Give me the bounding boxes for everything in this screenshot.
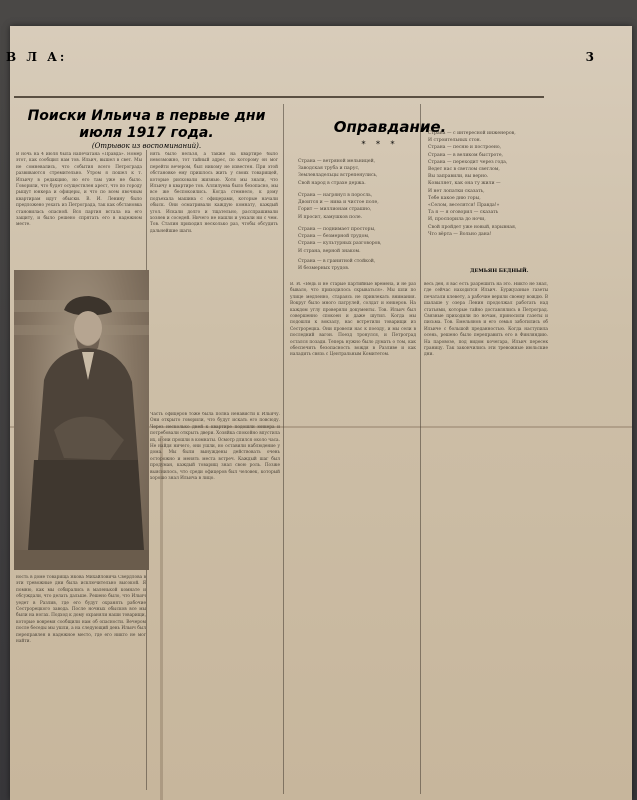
header-rule bbox=[14, 96, 544, 98]
column-divider bbox=[420, 104, 421, 794]
poem-stanza-4 bbox=[298, 258, 416, 272]
column-divider bbox=[283, 104, 284, 794]
poem-line: Двоится и — нива и чистое поле, bbox=[298, 200, 379, 206]
poem-stanza-2 bbox=[298, 192, 416, 221]
poem-stanza-3 bbox=[298, 226, 416, 255]
poem-stars: * * * bbox=[361, 140, 399, 149]
poem-line: Тебе какое дню горы, bbox=[428, 195, 481, 201]
article-column-1: В ночь на 4 июля была напечатана «Правда». Номер этот, как сообщил нам тов. Ильич, вышел в свет. Мы не сомневались, что события всего Петрограда развиваются стремительно. Утром я пошел к т. Ильичу в редакцию, но его там уже не было. Говорили, что будет осуществлен арест, что по городу рыщут юнкера и офицеры, и что по всем явочным квартирам идут обыски. В. И. Ленину было предложено уехать из Петрограда, так как обстановка становилась опасной. Вся партия встала на его защиту, и было решено спрятать его в надежном месте. bbox=[16, 152, 142, 228]
poem-line: И, проспорила до ночи, bbox=[428, 217, 486, 223]
poem-signature: ДЕМЬЯН БЕДНЫЙ. bbox=[470, 268, 529, 274]
poem-line: Страна — безмерной трудом, bbox=[298, 234, 370, 240]
page-header bbox=[6, 50, 606, 72]
poem-line: Свой пройдет уже новый, взрывная, bbox=[428, 224, 517, 230]
poem-line: Страна — переходит через года, bbox=[428, 159, 508, 165]
page-number: 3 bbox=[585, 50, 594, 64]
article-column-3: ность в доме товарища Якова Михайловича Свердлова в эти тревожные дни была исключительно высокой. Я помню, как мы собирались в маленькой комнате и обсуждали, что делать дальше. Решено было, что Ильич уедет в Разлив, где его будут охранять рабочие Сестрорецкого завода. После ночных обысков все мы были на ногах. Подход к дому охраняли наши товарищи, которые вовремя сообщили нам об опасности. Вечером после беседы мы ушли, а на следующий день Ильич был переправлен в надежное место, где его никто не мог найти. bbox=[16, 575, 146, 645]
poem-stanza-1 bbox=[298, 158, 416, 187]
center-column-1: Часть офицеров тоже была полна ненависти к Ильичу. Они открыто говорили, что будут искать его повсюду. Через несколько дней к квартире подошли юнкера и потребовали открыть двери. Хозяйка спокойно впустила их, и они прошли в комнаты. Осмотр длился около часа. Не найдя ничего, они ушли, но оставили наблюдение у дома. Мы были вынуждены действовать очень осторожно и менять места встреч. Каждый шаг был продуман, каждый товарищ знал свою роль. Позже выяснилось, что среди офицеров был человек, который хорошо знал Ильича в лицо. bbox=[150, 412, 280, 482]
poem-line: Заводская труба и парус, bbox=[298, 166, 360, 172]
poem-line: Землевладельцы встрепенулись, bbox=[298, 173, 378, 179]
poem-line: Что вёрта — Вольно дана! bbox=[428, 231, 492, 237]
poem-line: Страна — в великом быстроте, bbox=[428, 152, 504, 158]
poem-line: Страна — культурных разговоров, bbox=[298, 241, 382, 247]
poem-line: Страна — песню и построено, bbox=[428, 145, 502, 151]
center-column-2: В. И. «Ведь и не старые партийные времена, и не раз бывало, что приходилось скрываться». Мы шли по улице медленно, стараясь не привлекать внимания. Вокруг было много патрулей, солдат и юнкеров. На каждом углу проверяли документы. Тов. Ильич был совершенно спокоен и даже шутил. Когда мы подошли к вокзалу, нас встретили товарищи из Сестрорецка. Они провели нас к поезду, и мы сели в последний вагон. Поезд тронулся, и Петроград остался позади. Теперь нужно было думать о том, как обеспечить безопасность вождя в Разливе и как наладить связь с Центральным Комитетом. bbox=[290, 282, 416, 358]
masthead: В Л А: bbox=[6, 50, 68, 64]
poem-line: И просит, камушков поле. bbox=[298, 214, 363, 220]
poem-line: И строительных стон. bbox=[428, 138, 482, 144]
portrait-photo bbox=[14, 270, 149, 570]
poem-line: Свой народ в страхе держа. bbox=[298, 180, 366, 186]
article-title: Поиски Ильича в первые дни июля 1917 года. bbox=[27, 108, 266, 141]
poem-line: Вы заправили, вы верно. bbox=[428, 174, 489, 180]
poem-line: Горит — миллионам страшно, bbox=[298, 207, 372, 213]
article-subtitle: (Отрывок из воспоминаний). bbox=[91, 142, 202, 150]
poem-line: Страна — с интересной инженеров, bbox=[428, 131, 516, 136]
poem-line: Ковыляет, как она ту жили — bbox=[428, 181, 501, 187]
center-column-3: весь ден, я вас есть разрешить на это. Никто не знал, где сейчас находится Ильич. Буржуазные газеты печатали клевету, а рабочие верили своему вождю. В шалаше у озера Ленин продолжал работать над статьями, которые тайно доставлялись в Петроград. Связные приходили по ночам, приносили газеты и письма. Тов. Емельянов и его семья заботились об Ильиче с большой преданностью. Когда наступила осень, решено было переправить его в Финляндию. На паровозе, под видом кочегара, Ильич пересек границу. Так закончились эти тревожные июльские дни. bbox=[424, 282, 548, 358]
poem-line: И страна, верной знаком. bbox=[298, 248, 361, 254]
poem-title: Оправдание. bbox=[333, 118, 447, 136]
poem-line: Страна — ветряной мельницей, bbox=[298, 159, 376, 164]
article-column-2: нять было нельзя, а также на квартире было невозможно, тот тайный адрес, по которому он мог перейти вечером, был никому не известен. При этой обстановке ему пришлось жить у своих товарищей, которые рисковали жизнью. Хотя мы знали, что Ильичу в квартире тов. Аллилуева было безопасно, мы все же беспокоились. Когда стемнело, к дому подъехала машина с офицерами, которые начали обыск. Они осматривали каждую комнату, каждый угол. Искали долго и тщательно, расспрашивали хозяев и соседей. Ничего не нашли и уехали ни с чем. Тов. Сталин приходил несколько раз, чтобы обсудить дальнейшие шаги. bbox=[150, 152, 278, 234]
poem-line: Страна — поднимает просторы, bbox=[298, 227, 376, 232]
poem-line: И нет лопатки сказать, bbox=[428, 188, 485, 194]
poem-right-column bbox=[428, 130, 548, 238]
poem-line: И безмерных трудов. bbox=[298, 266, 350, 272]
poem-line: «Селом, веселятся! Правда!» bbox=[428, 203, 500, 209]
poem-line: Ведет нас в светлом светлом, bbox=[428, 167, 500, 173]
poem-line: Страна — нагрянул в поросль, bbox=[298, 193, 373, 198]
poem-line: Страна — в гранитной стойкой, bbox=[298, 259, 376, 264]
poem-line: Та я — я оговорил — сказать bbox=[428, 210, 499, 216]
